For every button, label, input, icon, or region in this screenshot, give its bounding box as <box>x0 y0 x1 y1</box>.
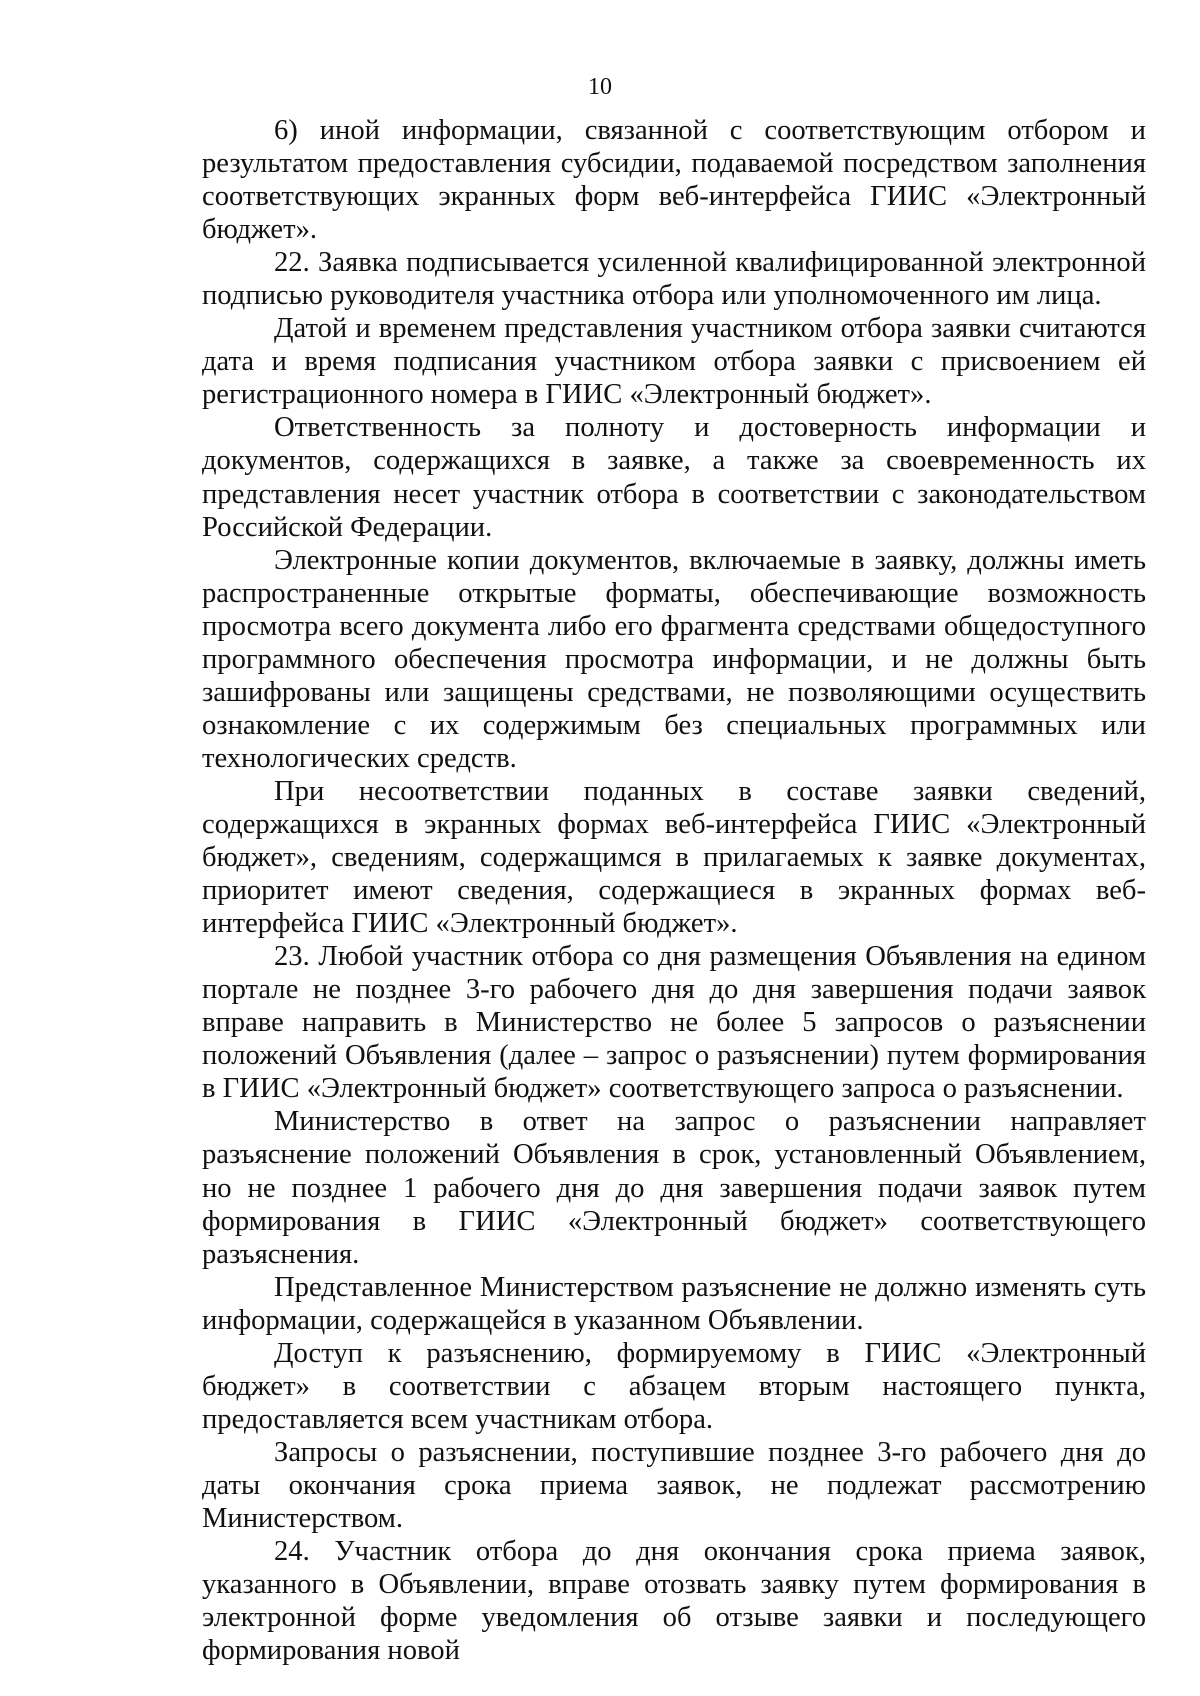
paragraph: Доступ к разъяснению, формируемому в ГИИС «Электронный бюджет» в соответствии с абзацем вторым настоящего пункта, предоставляется всем участникам отбора. <box>202 1337 1146 1435</box>
paragraph: Представленное Министерством разъяснение не должно изменять суть информации, содержащейся в указанном Объявлении. <box>202 1271 1146 1336</box>
paragraph: Ответственность за полноту и достоверность информации и документов, содержащихся в заявке, а также за своевременность их представления несет участник отбора в соответствии с законодательством Российской Федерации. <box>202 412 1146 543</box>
paragraph: Датой и временем представления участником отбора заявки считаются дата и время подписания участником отбора заявки с присвоением ей регистрационного номера в ГИИС «Электронный бюджет». <box>202 313 1146 411</box>
paragraph: При несоответствии поданных в составе заявки сведений, содержащихся в экранных формах веб-интерфейса ГИИС «Электронный бюджет», сведениям, содержащимся в прилагаемых к заявке документах, приоритет имеют сведения, содержащиеся в экранных формах веб-интерфейса ГИИС «Электронный бюджет». <box>202 775 1146 940</box>
document-body <box>202 114 1146 1667</box>
paragraph: 24. Участник отбора до дня окончания срока приема заявок, указанного в Объявлении, вправе отозвать заявку путем формирования в электронной форме уведомления об отзыве заявки и последующего формирования новой <box>202 1536 1146 1667</box>
paragraph: 6) иной информации, связанной с соответствующим отбором и результатом предоставления субсидии, подаваемой посредством заполнения соответствующих экранных форм веб-интерфейса ГИИС «Электронный бюджет». <box>202 115 1146 246</box>
paragraph: Запросы о разъяснении, поступившие позднее 3-го рабочего дня до даты окончания срока приема заявок, не подлежат рассмотрению Министерством. <box>202 1436 1146 1534</box>
paragraph: 22. Заявка подписывается усиленной квалифицированной электронной подписью руководителя участника отбора или уполномоченного им лица. <box>202 247 1146 312</box>
paragraph: Электронные копии документов, включаемые в заявку, должны иметь распространенные открытые форматы, обеспечивающие возможность просмотра всего документа либо его фрагмента средствами общедоступного программного обеспечения просмотра информации, и не должны быть зашифрованы или защищены средствами, не позволяющими осуществить ознакомление с их содержимым без специальных программных или технологических средств. <box>202 544 1146 774</box>
page-number: 10 <box>588 74 612 100</box>
paragraph: Министерство в ответ на запрос о разъяснении направляет разъяснение положений Объявления в срок, установленный Объявлением, но не позднее 1 рабочего дня до дня завершения подачи заявок путем формирования в ГИИС «Электронный бюджет» соответствующего разъяснения. <box>202 1106 1146 1270</box>
paragraph: 23. Любой участник отбора со дня размещения Объявления на едином портале не позднее 3-го рабочего дня до дня завершения подачи заявок вправе направить в Министерство не более 5 запросов о разъяснении положений Объявления (далее – запрос о разъяснении) путем формирования в ГИИС «Электронный бюджет» соответствующего запроса о разъяснении. <box>202 941 1146 1105</box>
